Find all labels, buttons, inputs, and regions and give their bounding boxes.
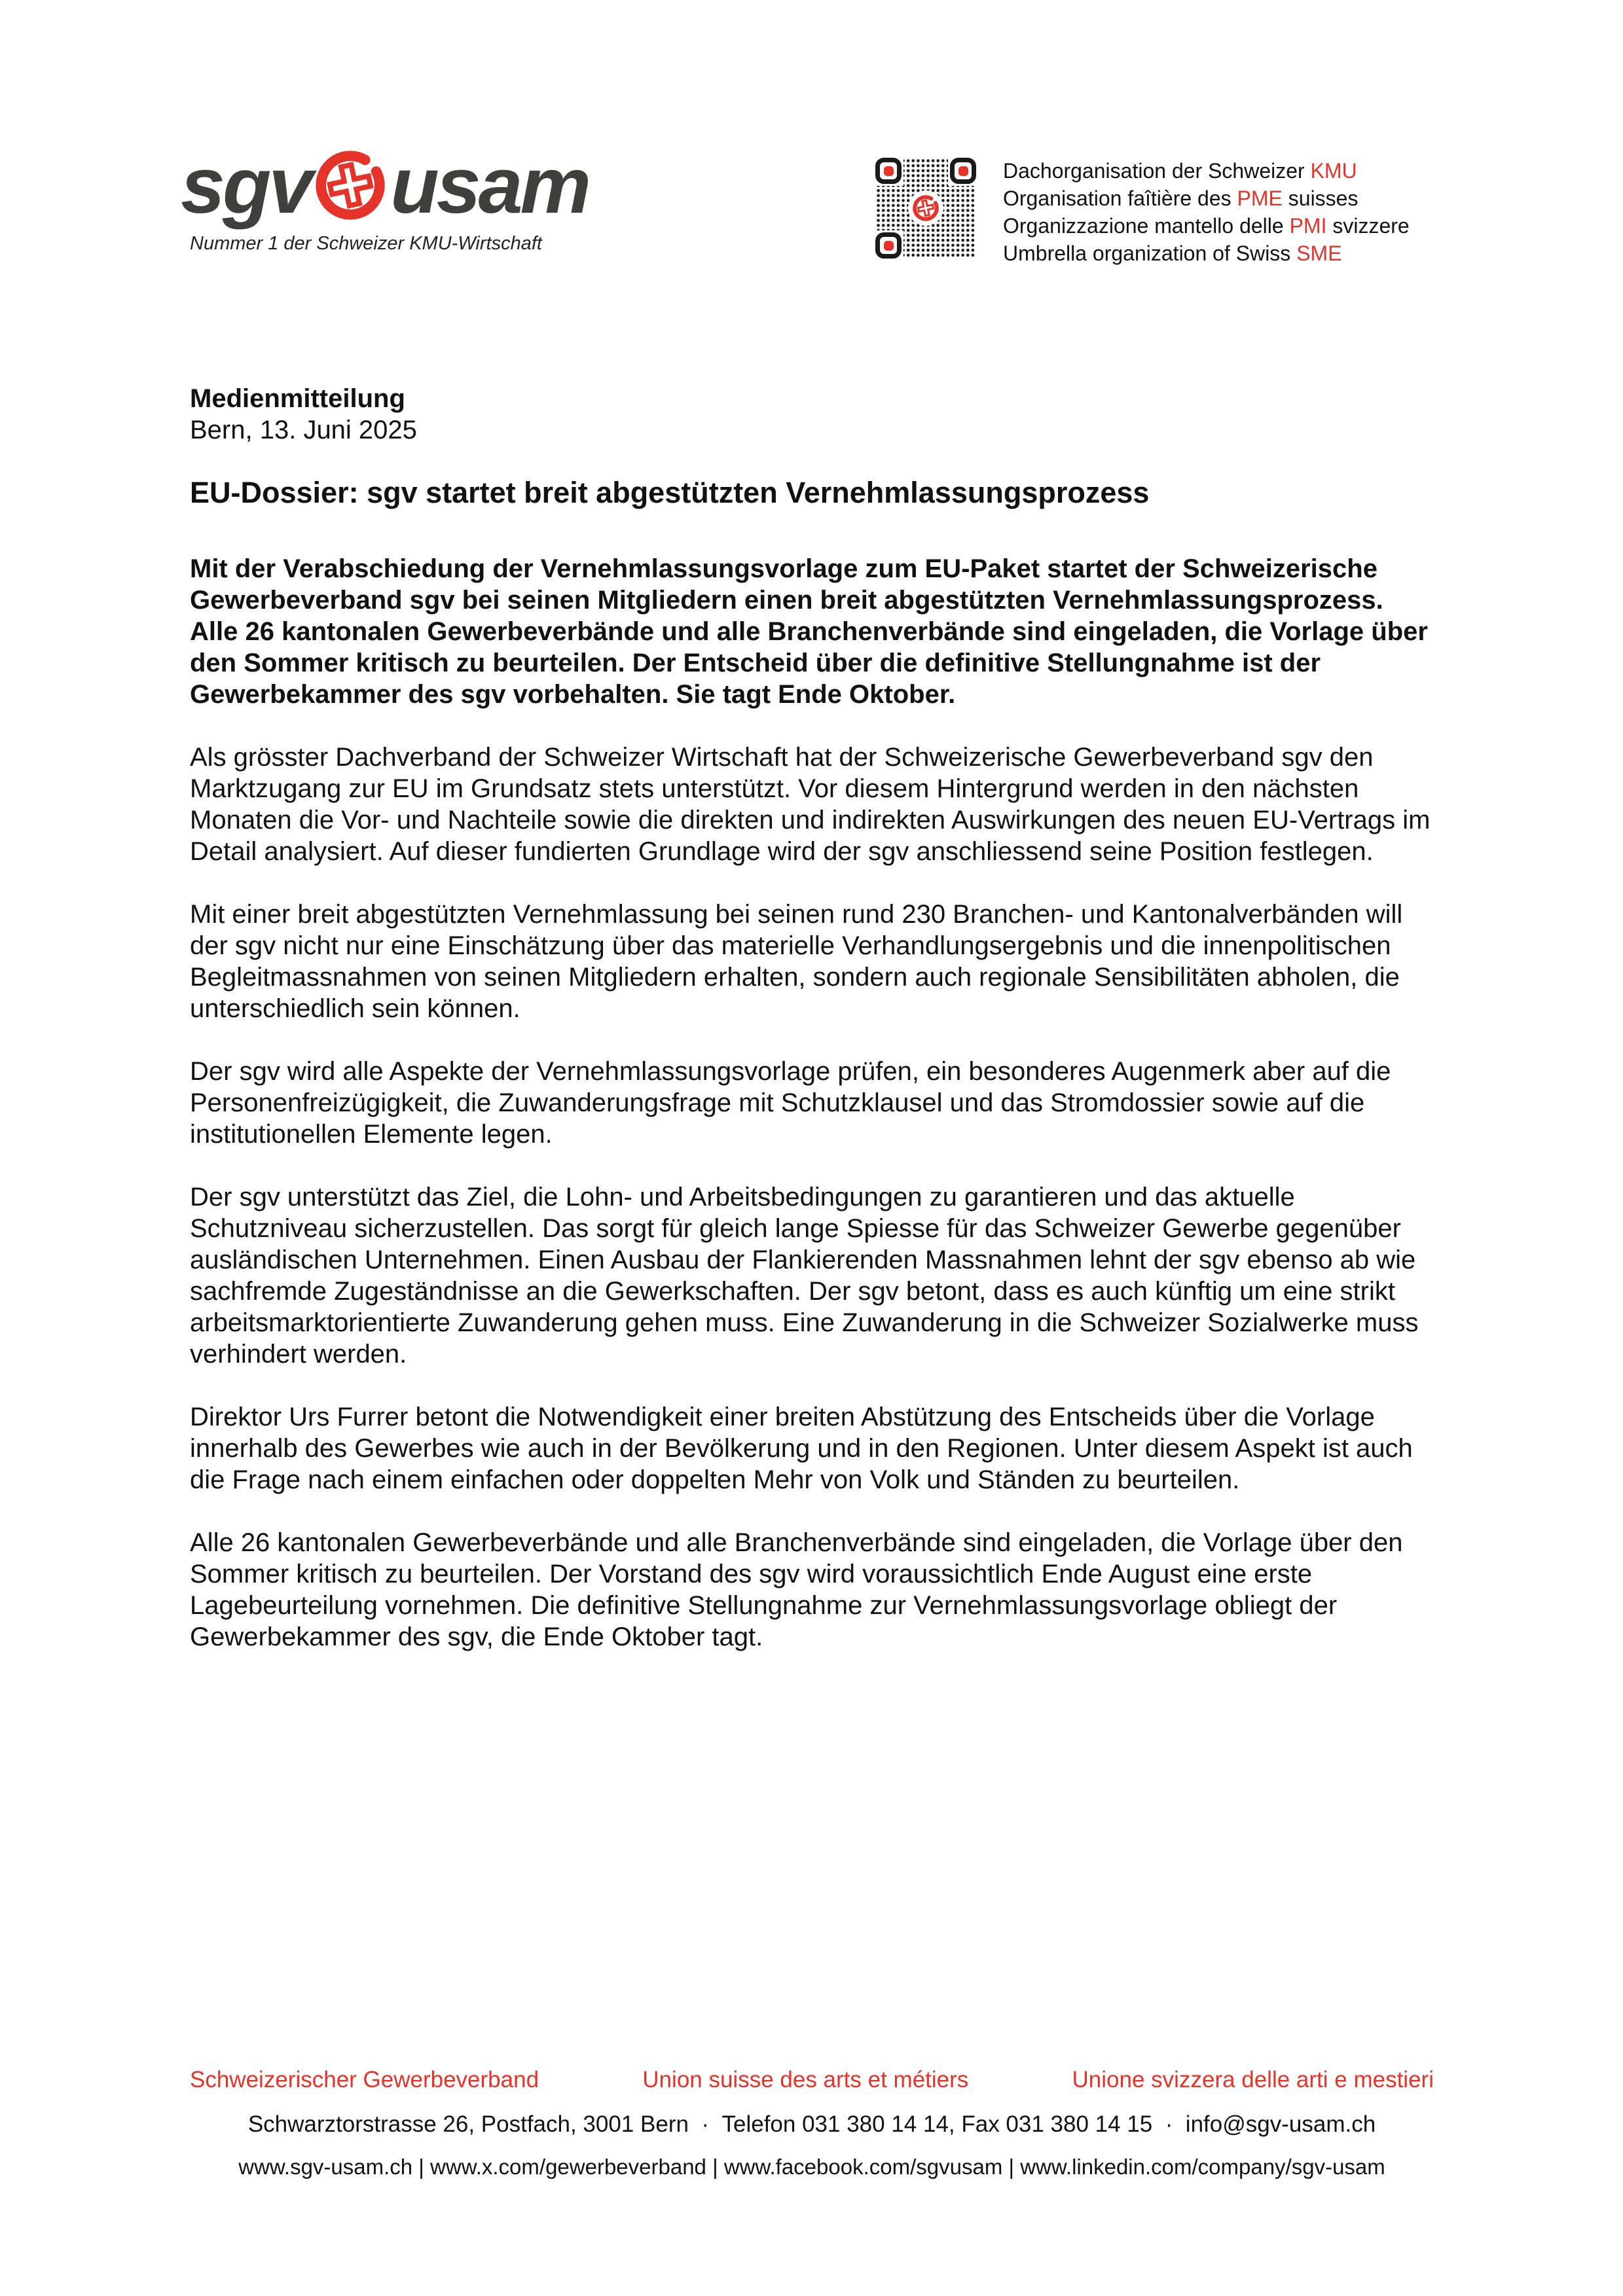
footer-name-fr: Union suisse des arts et métiers (642, 2067, 969, 2092)
qr-finder-top-right (948, 156, 978, 186)
body-paragraph: Direktor Urs Furrer betont die Notwendigkeit einer breiten Abstützung des Entscheids über die Vorlage innerhalb des Gewerbes wie auch in der Bevölkerung und in den Regionen. Unter diesem Aspekt ist auch die Frage nach einem einfachen oder doppelten Mehr von Volk und Ständen zu beurteilen. (190, 1403, 1413, 1494)
footer-address: Schwarztorstrasse 26, Postfach, 3001 Bern · Telefon 031 380 14 14, Fax 031 380 14 15 · info@sgv-usam.ch (247, 2111, 1376, 2137)
sgv-emblem-icon (314, 149, 387, 222)
qr-finder-top-left (873, 156, 903, 186)
org-line-fr: Organisation faîtière des PME suisses (1003, 187, 1359, 210)
body-paragraph: Mit einer breit abgestützten Vernehmlassung bei seinen rund 230 Branchen- und Kantonalverbänden will der sgv nicht nur eine Einschätzung über das materielle Verhandlungsergebnis und die innenpolitischen Begleitmassnahmen von seinen Mitgliedern erhalten, sondern auch regionale Sensibilitäten abholen, die unterschiedlich sein können. (190, 900, 1403, 1023)
logo-text-usam: usam (390, 141, 589, 230)
org-line-de: Dachorganisation der Schweizer KMU (1003, 159, 1357, 183)
org-description-block (1003, 157, 1410, 267)
qr-center-emblem-icon (908, 190, 943, 226)
body-paragraph: Der sgv wird alle Aspekte der Vernehmlassungsvorlage prüfen, ein besonderes Augenmerk aber auf die Personenfreizügigkeit, die Zuwanderungsfrage mit Schutzklausel und das Stromdossier sowie auf die institutionellen Elemente legen. (190, 1057, 1391, 1149)
footer-links[interactable]: www.sgv-usam.ch | www.x.com/gewerbeverband | www.facebook.com/sgvusam | www.linkedin.com/company/sgv-usam (238, 2155, 1385, 2179)
dateline: Bern, 13. Juni 2025 (190, 416, 417, 444)
footer-name-de: Schweizerischer Gewerbeverband (190, 2067, 539, 2092)
logo-tagline: Nummer 1 der Schweizer KMU-Wirtschaft (190, 233, 542, 254)
qr-code (875, 157, 977, 259)
footer-organization-names (190, 2067, 1434, 2093)
body-paragraph: Als grösster Dachverband der Schweizer Wirtschaft hat der Schweizerische Gewerbeverband sgv den Marktzugang zur EU im Grundsatz stets unterstützt. Vor diesem Hintergrund werden in den nächsten Monaten die Vor- und Nachteile sowie die direkten und indirekten Auswirkungen des neuen EU-Vertrags im Detail analysiert. Auf dieser fundierten Grundlage wird der sgv anschliessend seine Position festlegen. (190, 743, 1431, 866)
body-paragraph: Alle 26 kantonalen Gewerbeverbände und alle Branchenverbände sind eingeladen, die Vorlage über den Sommer kritisch zu beurteilen. Der Vorstand des sgv wird voraussichtlich Ende August eine erste Lagebeurteilung vornehmen. Die definitive Stellungnahme zur Vernehmlassungsvorlage obliegt der Gewerbekammer des sgv, die Ende Oktober tagt. (190, 1528, 1403, 1651)
sgv-usam-logo (181, 141, 589, 230)
page-title: EU-Dossier: sgv startet breit abgestützten Vernehmlassungsprozess (190, 476, 1150, 509)
logo-text-sgv: sgv (181, 141, 311, 230)
document-type-label: Medienmitteilung (190, 384, 405, 413)
org-line-en: Umbrella organization of Swiss SME (1003, 242, 1342, 265)
lead-paragraph: Mit der Verabschiedung der Vernehmlassungsvorlage zum EU-Paket startet der Schweizerische Gewerbeverband sgv bei seinen Mitgliedern einen breit abgestützten Vernehmlassungsprozess. Alle 26 kantonalen Gewerbeverbände und alle Branchenverbände sind eingeladen, die Vorlage über den Sommer kritisch zu beurteilen. Der Entscheid über die definitive Stellungnahme ist der Gewerbekammer des sgv vorbehalten. Sie tagt Ende Oktober. (190, 554, 1428, 709)
press-release-body (190, 383, 1434, 1684)
body-paragraph: Der sgv unterstützt das Ziel, die Lohn- und Arbeitsbedingungen zu garantieren und das aktuelle Schutzniveau sicherzustellen. Das sorgt für gleich lange Spiesse für das Schweizer Gewerbe gegenüber ausländischen Unternehmen. Einen Ausbau der Flankierenden Massnahmen lehnt der sgv ebenso ab wie sachfremde Zugeständnisse an die Gewerkschaften. Der sgv betont, dass es auch künftig um eine strikt arbeitsmarktorientierte Zuwanderung gehen muss. Eine Zuwanderung in die Schweizer Sozialwerke muss verhindert werden. (190, 1183, 1419, 1369)
footer-name-it: Unione svizzera delle arti e mestieri (1072, 2067, 1434, 2092)
org-line-it: Organizzazione mantello delle PMI svizzere (1003, 214, 1410, 238)
qr-finder-bottom-left (873, 230, 903, 260)
